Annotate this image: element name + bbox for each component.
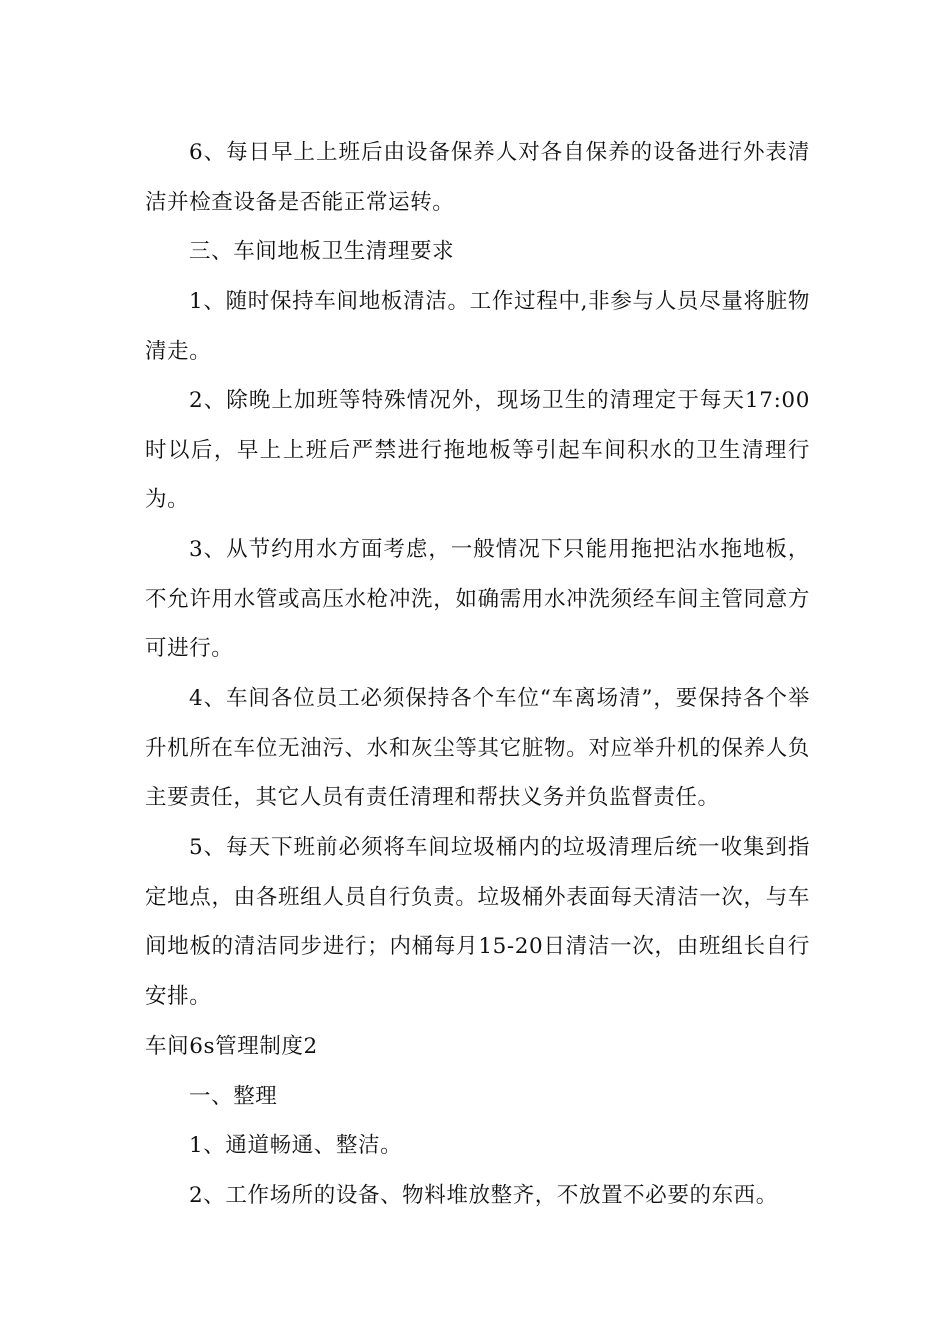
paragraph-item-2-cleaning-time: 2、除晚上加班等特殊情况外，现场卫生的清理定于每天17:00时以后，早上上班后严禁进行拖地板等引起车间积水的卫生清理行为。: [145, 388, 810, 512]
paragraph-item-1-floor-clean: 1、随时保持车间地板清洁。工作过程中,非参与人员尽量将脏物清走。: [145, 289, 810, 364]
document-title-6s-system-2: 车间6s管理制度2: [145, 1034, 318, 1059]
section-heading-floor-hygiene: 三、车间地板卫生清理要求: [189, 239, 455, 264]
paragraph-item-4-bay-clean: 4、车间各位员工必须保持各个车位“车离场清”，要保持各个举升机所在车位无油污、水和灰尘等其它脏物。对应举升机的保养人负主要责任，其它人员有责任清理和帮扶义务并负监督责任。: [145, 686, 810, 810]
paragraph-item-2-workplace: 2、工作场所的设备、物料堆放整齐，不放置不必要的东西。: [189, 1183, 778, 1208]
section-heading-sort: 一、整理: [189, 1084, 278, 1109]
paragraph-item-1-passage: 1、通道畅通、整洁。: [189, 1133, 403, 1158]
paragraph-item-6-equipment-cleaning: 6、每日早上上班后由设备保养人对各自保养的设备进行外表清洁并检查设备是否能正常运转。: [145, 140, 810, 215]
paragraph-item-3-water-saving: 3、从节约用水方面考虑，一般情况下只能用拖把沾水拖地板，不允许用水管或高压水枪冲洗，如确需用水冲洗须经车间主管同意方可进行。: [145, 537, 810, 661]
paragraph-item-5-garbage: 5、每天下班前必须将车间垃圾桶内的垃圾清理后统一收集到指定地点，由各班组人员自行负责。垃圾桶外表面每天清洁一次，与车间地板的清洁同步进行；内桶每月15-20日清洁一次，由班组长自行安排。: [145, 835, 810, 1009]
